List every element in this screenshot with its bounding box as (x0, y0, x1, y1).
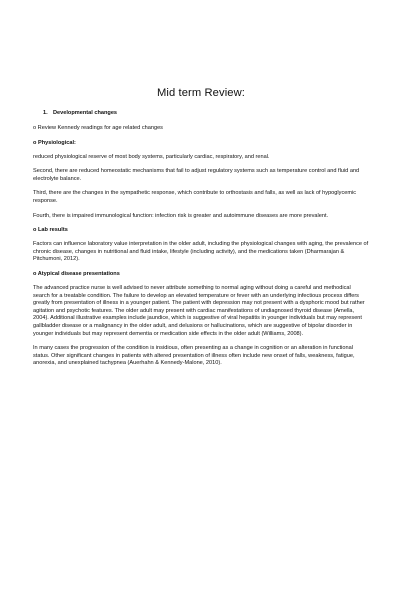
physiological-paragraph-3: Third, there are the changes in the sympathetic response, which contribute to orthostasis and falls, as well as lack of hypoglycemic response. (33, 190, 357, 204)
document-content (33, 86, 369, 375)
atypical-paragraph-2: In many cases the progression of the condition is insidious, often presenting as a change in cognition or an alteration in functional status. Other significant changes in patients with altered presentation of illness often include new onset of falls, weakness, fatigue, anorexia, and unexplained tachypnea (Auerhahn & Kennedy-Malone, 2010). (33, 345, 355, 367)
section-heading-text: Developmental changes (53, 110, 118, 116)
page-title: Mid term Review: (156, 87, 245, 99)
intro-line: o Review Kennedy readings for age related changes (33, 125, 163, 131)
lab-results-paragraph-1: Factors can influence laboratory value interpretation in the older adult, including the physiological changes with aging, the prevalence of chronic disease, changes in nutritional and fluid intake, lifestyle (including activity), and the medications taken (Dharmarajan & Pitchumoni, 2012). (33, 241, 369, 263)
physiological-paragraph-2: Second, there are reduced homeostatic mechanisms that fail to adjust regulatory systems such as temperature control and fluid and electrolyte balance. (33, 168, 360, 182)
lab-results-heading: o Lab results (33, 227, 68, 234)
physiological-paragraph-1: reduced physiological reserve of most body systems, particularly cardiac, respiratory, and renal. (33, 153, 270, 160)
section-heading (43, 110, 369, 117)
physiological-heading: o Physiological: (33, 139, 76, 146)
atypical-heading: o Atypical disease presentations (33, 270, 120, 277)
section-number: 1. (43, 110, 48, 116)
atypical-paragraph-1: The advanced practice nurse is well advised to never attribute something to normal aging without doing a careful and methodical search for a treatable condition. The failure to develop an elevated temperature or fever with an underlying infectious process differs greatly from presentation of illness in a younger patient. The patient with depression may not present with a dysphoric mood but rather agitation and psychotic features. The older adult may present with cardiac manifestations of undiagnosed thyroid disease (Amella, 2004). Additional illustrative examples include jaundice, which is suggestive of viral hepatitis in younger individuals but may represent gallbladder disease or a malignancy in the older adult, and delusions or hallucinations, which are suggestive of bipolar disorder in younger individuals but may represent dementia or medication side effects in the older adult (Williams, 2008). (33, 284, 365, 337)
physiological-paragraph-4: Fourth, there is impaired immunological function: infection risk is greater and autoimmune diseases are more prevalent. (33, 212, 329, 219)
